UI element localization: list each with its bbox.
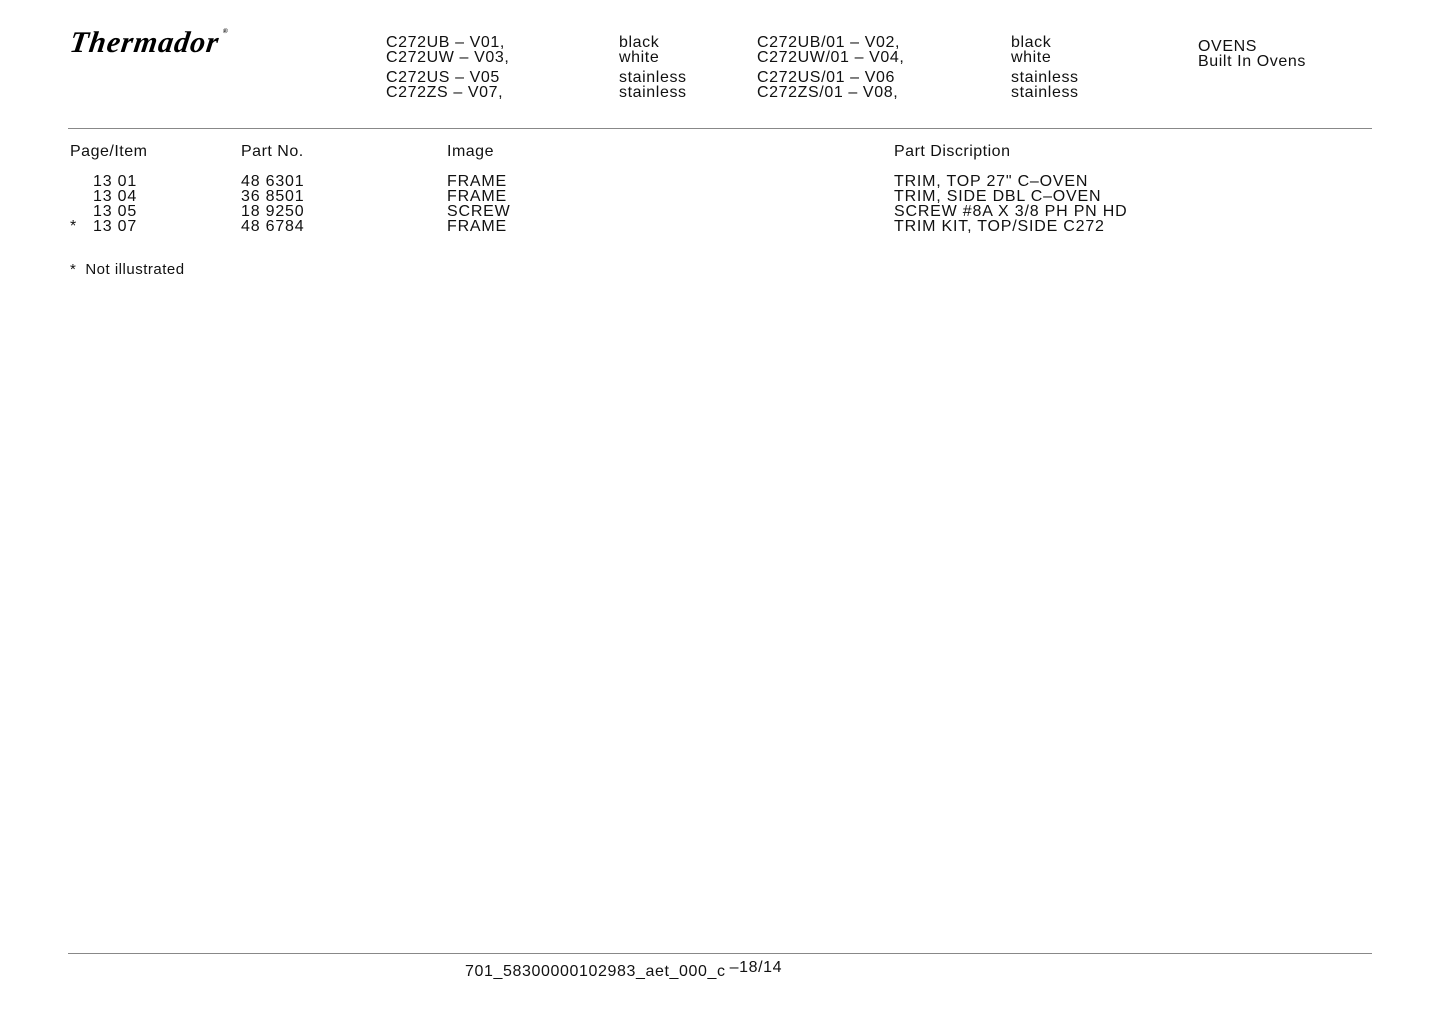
part-number-cell: 36 8501	[241, 188, 305, 205]
model-color: stainless	[1011, 69, 1079, 86]
category-subtitle: Built In Ovens	[1198, 53, 1307, 70]
model-number: C272UB – V01,	[386, 34, 505, 51]
model-number: C272US – V05	[386, 69, 500, 86]
page-item-cell: 13 05	[93, 203, 138, 220]
model-color-column-b	[1011, 35, 1079, 100]
model-number: C272ZS – V07,	[386, 84, 504, 101]
part-number-cell: 48 6784	[241, 218, 305, 235]
column-header-description: Part Discription	[894, 143, 1011, 160]
registered-mark: ®	[222, 27, 230, 35]
page-item-cell: 13 01	[93, 173, 138, 190]
model-color: stainless	[619, 69, 687, 86]
model-column-b	[757, 35, 904, 100]
description-cell: TRIM, SIDE DBL C–OVEN	[894, 188, 1102, 205]
table-row	[0, 189, 1442, 204]
model-number: C272US/01 – V06	[757, 69, 895, 86]
model-number: C272ZS/01 – V08,	[757, 84, 899, 101]
footnote	[70, 261, 185, 278]
column-header-page-item: Page/Item	[70, 143, 148, 160]
model-color: stainless	[619, 84, 687, 101]
footnote-mark: *	[70, 261, 77, 278]
page-item-cell: 13 07	[93, 218, 138, 235]
model-color: black	[619, 34, 660, 51]
model-color: stainless	[1011, 84, 1079, 101]
model-color: black	[1011, 34, 1052, 51]
table-row	[0, 174, 1442, 189]
model-color: white	[1011, 49, 1052, 66]
model-number: C272UW/01 – V04,	[757, 49, 905, 66]
header-divider	[68, 128, 1372, 129]
parts-table	[0, 174, 1442, 234]
footnote-text: Not illustrated	[85, 261, 185, 278]
model-color-column-a	[619, 35, 687, 100]
image-cell: FRAME	[447, 173, 507, 190]
brand-name: Thermador	[67, 26, 222, 59]
image-cell: FRAME	[447, 188, 507, 205]
product-category	[1198, 39, 1306, 69]
model-number: C272UB/01 – V02,	[757, 34, 901, 51]
brand-logo	[68, 28, 229, 58]
model-color: white	[619, 49, 660, 66]
image-cell: SCREW	[447, 203, 511, 220]
model-column-a	[386, 35, 509, 100]
description-cell: TRIM KIT, TOP/SIDE C272	[894, 218, 1105, 235]
part-number-cell: 48 6301	[241, 173, 305, 190]
model-number: C272UW – V03,	[386, 49, 510, 66]
category-title: OVENS	[1198, 38, 1258, 55]
document-id: 701_58300000102983_aet_000_c	[465, 963, 726, 980]
table-row	[0, 204, 1442, 219]
description-cell: TRIM, TOP 27" C–OVEN	[894, 173, 1089, 190]
description-cell: SCREW #8A X 3/8 PH PN HD	[894, 203, 1128, 220]
column-header-part-no: Part No.	[241, 143, 304, 160]
part-number-cell: 18 9250	[241, 203, 305, 220]
column-header-image: Image	[447, 143, 494, 160]
footer-divider	[68, 953, 1372, 954]
not-illustrated-mark: *	[70, 218, 78, 235]
page-number: –18/14	[729, 959, 783, 976]
table-row	[0, 219, 1442, 234]
page-item-cell: 13 04	[93, 188, 138, 205]
document-footer	[465, 959, 783, 981]
image-cell: FRAME	[447, 218, 507, 235]
